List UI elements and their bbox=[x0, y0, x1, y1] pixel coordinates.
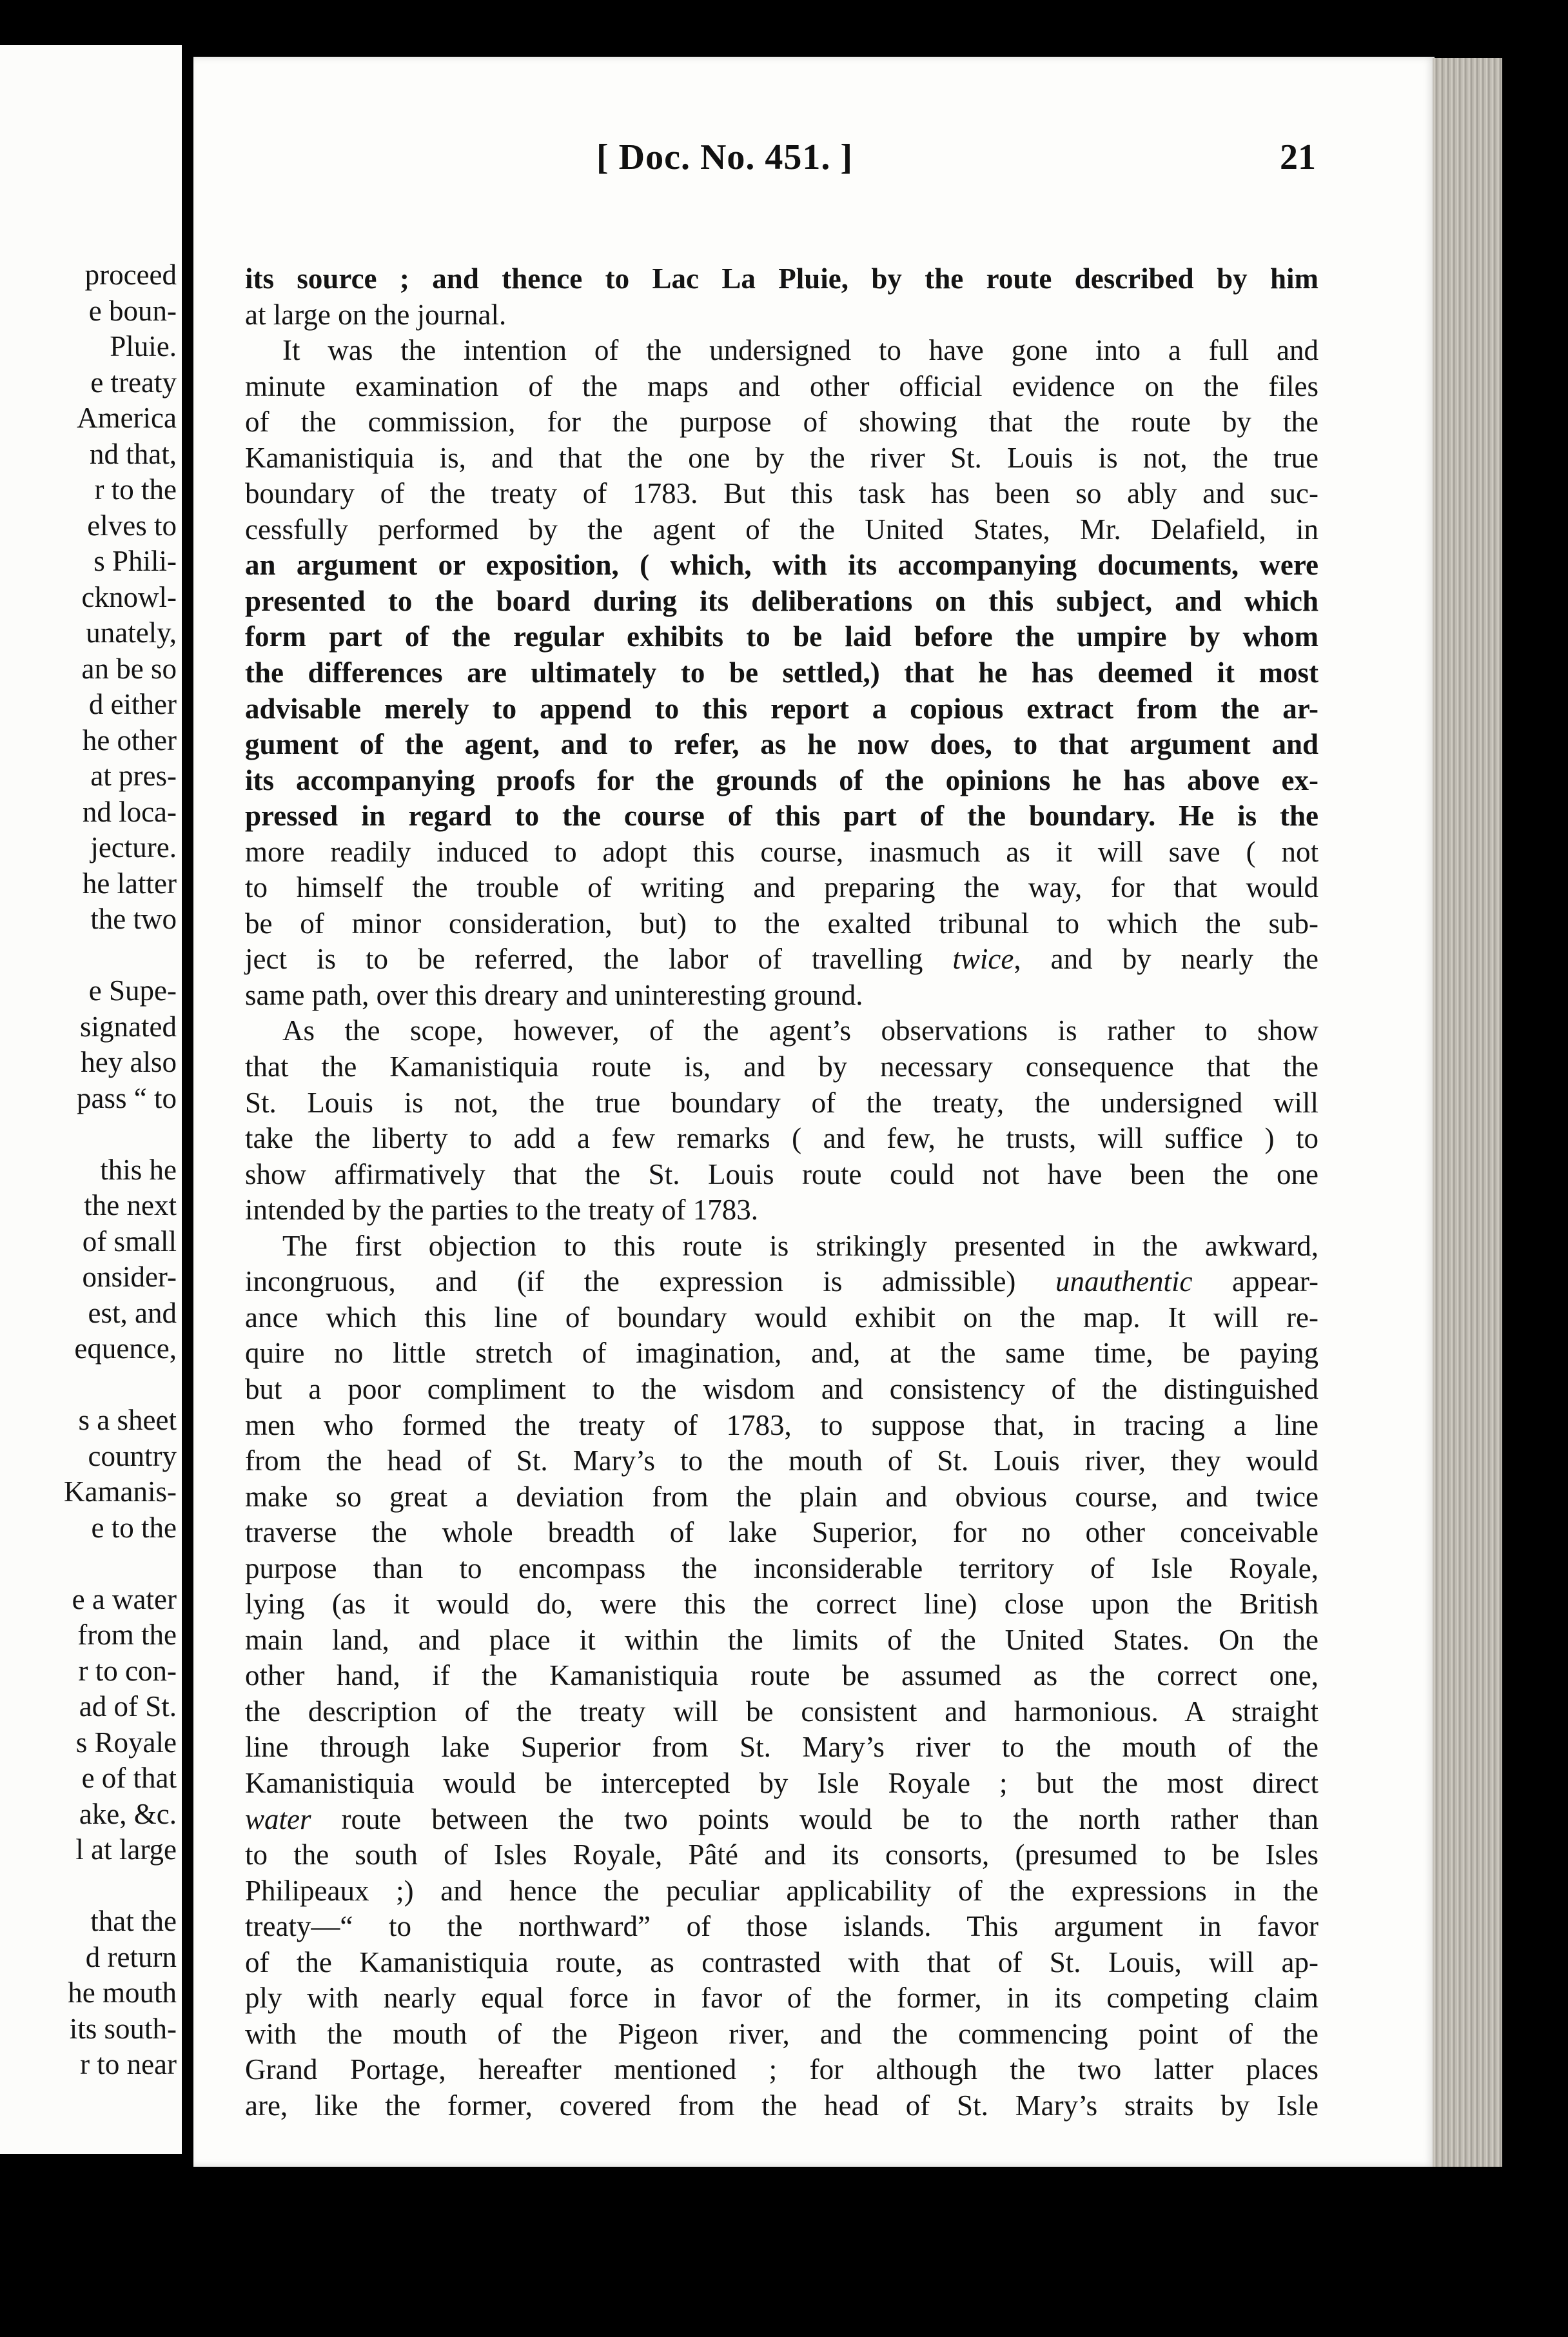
text-line: traverse the whole breadth of lake Superior, for no other conceivable bbox=[245, 1516, 1318, 1549]
text-line: gument of the agent, and to refer, as he now does, to that argument and bbox=[245, 728, 1318, 761]
previous-page-line: d return bbox=[85, 1940, 177, 1973]
page-number: 21 bbox=[1280, 137, 1316, 177]
text-line: advisable merely to append to this report a copious extract from the ar- bbox=[245, 692, 1318, 725]
previous-page-line: s a sheet bbox=[78, 1404, 177, 1436]
text-line: lying (as it would do, were this the correct line) close upon the British bbox=[245, 1588, 1318, 1621]
previous-page-line: ad of St. bbox=[79, 1690, 177, 1722]
document-label: [ Doc. No. 451. ] bbox=[596, 137, 854, 177]
italic-word: twice bbox=[952, 943, 1014, 976]
previous-page-line: l at large bbox=[75, 1833, 177, 1866]
previous-page-line: Kamanis- bbox=[64, 1475, 177, 1508]
text-line: quire no little stretch of imagination, and, at the same time, be paying bbox=[245, 1337, 1318, 1370]
text-line: are, like the former, covered from the head of St. Mary’s straits by Isle bbox=[245, 2089, 1318, 2122]
italic-word: water bbox=[245, 1802, 311, 1835]
previous-page-line: equence, bbox=[74, 1332, 177, 1365]
previous-page-line: proceed bbox=[84, 259, 177, 291]
text-line: show affirmatively that the St. Louis route could not have been the one bbox=[245, 1158, 1318, 1190]
text-line: of the commission, for the purpose of showing that the route by the bbox=[245, 406, 1318, 439]
text-line: that the Kamanistiquia route is, and by necessary consequence that the bbox=[245, 1050, 1318, 1083]
previous-page-line: r to near bbox=[80, 2048, 177, 2080]
previous-page-line: from the bbox=[77, 1619, 177, 1651]
previous-page-line: Pluie. bbox=[110, 330, 177, 362]
previous-page-line: unately, bbox=[86, 616, 177, 649]
text-line: boundary of the treaty of 1783. But this task has been so ably and suc- bbox=[245, 477, 1318, 510]
text-line: line through lake Superior from St. Mary’s river to the mouth of the bbox=[245, 1731, 1318, 1764]
text-line: The first objection to this route is strikingly presented in the awkward, bbox=[282, 1229, 1318, 1262]
text-line: intended by the parties to the treaty of 1783. bbox=[245, 1194, 759, 1227]
previous-page-line: e of that bbox=[81, 1762, 177, 1794]
previous-page-line: hey also bbox=[81, 1046, 177, 1078]
previous-page-line: nd loca- bbox=[82, 795, 177, 828]
page-edges bbox=[1433, 58, 1502, 2167]
text-line: the differences are ultimately to be settled,) that he has deemed it most bbox=[245, 656, 1318, 689]
previous-page-line: he latter bbox=[82, 867, 177, 900]
previous-page-line: an be so bbox=[81, 652, 177, 685]
text-line: It was the intention of the undersigned to have gone into a full and bbox=[282, 334, 1318, 367]
text-line: Kamanistiquia would be intercepted by Isle Royale ; but the most direct bbox=[245, 1766, 1318, 1799]
previous-page-line: e boun- bbox=[88, 294, 177, 327]
previous-page-line: the two bbox=[90, 903, 177, 935]
text-line: its source ; and thence to Lac La Pluie, by the route described by him bbox=[245, 262, 1318, 295]
text-line: an argument or exposition, ( which, with its accompanying documents, were bbox=[245, 549, 1318, 582]
text-line: same path, over this dreary and uninteresting ground. bbox=[245, 978, 863, 1011]
text-line: purpose than to encompass the inconsiderable territory of Isle Royale, bbox=[245, 1552, 1318, 1584]
previous-page-line: est, and bbox=[88, 1296, 177, 1329]
body-text bbox=[245, 261, 1318, 2124]
running-head bbox=[193, 137, 1435, 188]
text-line: but a poor compliment to the wisdom and consistency of the distinguished bbox=[245, 1372, 1318, 1405]
previous-page-line: r to con- bbox=[78, 1654, 177, 1687]
text-line: from the head of St. Mary’s to the mouth of St. Louis river, they would bbox=[245, 1445, 1318, 1477]
text-line: pressed in regard to the course of this part of the boundary. He is the bbox=[245, 800, 1318, 833]
previous-page-line: signated bbox=[80, 1010, 177, 1043]
background-edge bbox=[1502, 52, 1568, 2180]
previous-page-line: he other bbox=[82, 724, 177, 756]
text-line: take the liberty to add a few remarks ( and few, he trusts, will suffice ) to bbox=[245, 1122, 1318, 1155]
previous-page-line: r to the bbox=[94, 473, 177, 506]
text-line: ance which this line of boundary would exhibit on the map. It will re- bbox=[245, 1301, 1318, 1334]
book-gutter bbox=[182, 0, 195, 2337]
text-line: Philipeaux ;) and hence the peculiar applicability of the expressions in the bbox=[245, 1874, 1318, 1907]
text-line: ject is to be referred, the labor of travelling twice, and by nearly the bbox=[245, 943, 1318, 976]
previous-page-line: of small bbox=[82, 1225, 177, 1257]
text-line: men who formed the treaty of 1783, to suppose that, in tracing a line bbox=[245, 1408, 1318, 1441]
previous-page-line: cknowl- bbox=[81, 580, 177, 613]
text-line: Kamanistiquia is, and that the one by the river St. Louis is not, the true bbox=[245, 441, 1318, 474]
text-line: ply with nearly equal force in favor of the former, in its competing claim bbox=[245, 1982, 1318, 2015]
previous-page-line: the next bbox=[84, 1189, 177, 1221]
text-line: its accompanying proofs for the grounds of the opinions he has above ex- bbox=[245, 764, 1318, 796]
text-line: water route between the two points would be to the north rather than bbox=[245, 1802, 1318, 1835]
previous-page-line: s Phili- bbox=[93, 545, 177, 577]
previous-page-line: America bbox=[77, 402, 177, 434]
text-line: Grand Portage, hereafter mentioned ; for although the two latter places bbox=[245, 2053, 1318, 2086]
previous-page-line: this he bbox=[100, 1153, 177, 1186]
previous-page-line: d either bbox=[88, 688, 177, 720]
text-line: with the mouth of the Pigeon river, and the commencing point of the bbox=[245, 2017, 1318, 2050]
previous-page-line: elves to bbox=[87, 509, 177, 542]
text-line: presented to the board during its deliberations on this subject, and which bbox=[245, 584, 1318, 617]
previous-page-line: e treaty bbox=[90, 366, 177, 399]
previous-page-line: nd that, bbox=[90, 437, 177, 470]
text-line: form part of the regular exhibits to be laid before the umpire by whom bbox=[245, 620, 1318, 653]
text-line: St. Louis is not, the true boundary of the treaty, the undersigned will bbox=[245, 1086, 1318, 1119]
previous-page-fragment bbox=[0, 45, 182, 2154]
previous-page-line: ake, &c. bbox=[79, 1797, 177, 1830]
text-line: to himself the trouble of writing and preparing the way, for that would bbox=[245, 871, 1318, 904]
italic-word: unauthentic bbox=[1055, 1265, 1193, 1298]
text-line: minute examination of the maps and other official evidence on the files bbox=[245, 370, 1318, 402]
text-line: at large on the journal. bbox=[245, 298, 507, 331]
previous-page-line: pass “ to bbox=[77, 1081, 177, 1114]
text-line: other hand, if the Kamanistiquia route be assumed as the correct one, bbox=[245, 1659, 1318, 1692]
previous-page-line: jecture. bbox=[90, 831, 177, 863]
text-line: main land, and place it within the limits of the United States. On the bbox=[245, 1623, 1318, 1656]
previous-page-line: e Supe- bbox=[88, 974, 177, 1007]
text-line: incongruous, and (if the expression is admissible) unauthentic appear- bbox=[245, 1265, 1318, 1298]
text-line: make so great a deviation from the plain and obvious course, and twice bbox=[245, 1480, 1318, 1513]
previous-page-line: e a water bbox=[72, 1583, 177, 1615]
previous-page-line: he mouth bbox=[68, 1977, 177, 2009]
text-line: of the Kamanistiquia route, as contrasted with that of St. Louis, will ap- bbox=[245, 1946, 1318, 1978]
text-line: cessfully performed by the agent of the United States, Mr. Delafield, in bbox=[245, 513, 1318, 546]
text-line: more readily induced to adopt this course, inasmuch as it will save ( not bbox=[245, 835, 1318, 868]
text-line: treaty—“ to the northward” of those islands. This argument in favor bbox=[245, 1910, 1318, 1943]
previous-page-line: at pres- bbox=[90, 760, 177, 792]
text-line: the description of the treaty will be consistent and harmonious. A straight bbox=[245, 1695, 1318, 1728]
text-line: be of minor consideration, but) to the exalted tribunal to which the sub- bbox=[245, 907, 1318, 940]
previous-page-line: s Royale bbox=[75, 1726, 177, 1759]
previous-page-line: country bbox=[88, 1439, 177, 1472]
previous-page-line: that the bbox=[90, 1905, 177, 1937]
text-line: As the scope, however, of the agent’s observations is rather to show bbox=[282, 1014, 1318, 1047]
previous-page-line: e to the bbox=[91, 1511, 177, 1544]
text-line: to the south of Isles Royale, Pâté and its consorts, (presumed to be Isles bbox=[245, 1839, 1318, 1871]
previous-page-line: its south- bbox=[69, 2012, 177, 2045]
previous-page-line: onsider- bbox=[82, 1261, 177, 1293]
